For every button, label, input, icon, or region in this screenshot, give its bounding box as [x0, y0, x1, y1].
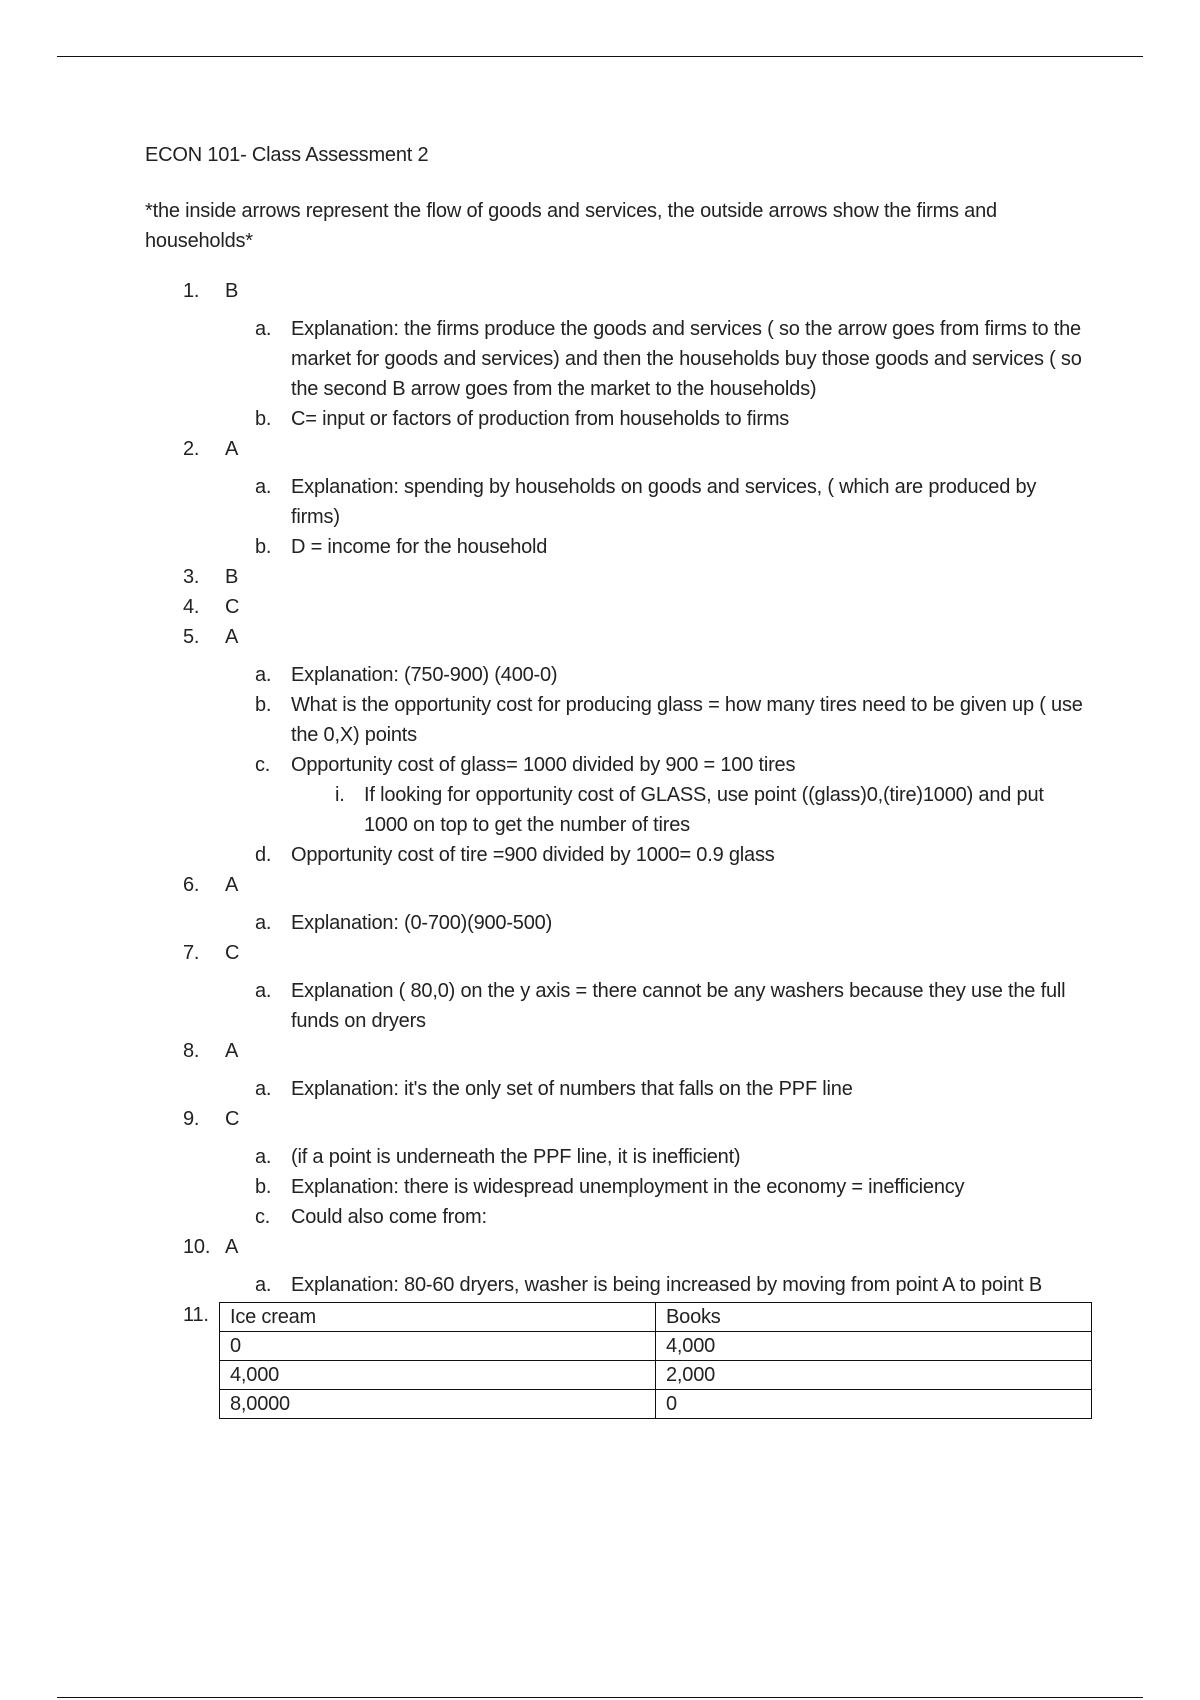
list-item [145, 472, 1085, 532]
list-item [145, 1172, 1085, 1202]
question-number: 1. [183, 280, 200, 302]
list-marker: a. [255, 1274, 272, 1296]
list-marker: a. [255, 664, 272, 686]
list-text: Explanation: (750-900) (400-0) [291, 664, 558, 686]
question-answer: A [225, 874, 239, 896]
table-cell: 0 [656, 1390, 1092, 1419]
question-1 [145, 276, 1085, 306]
question-answer: A [225, 1236, 239, 1258]
list-marker: b. [255, 694, 272, 716]
document-title: ECON 101- Class Assessment 2 [145, 144, 429, 166]
list-text: D = income for the household [291, 536, 548, 558]
question-number: 3. [183, 566, 200, 588]
table-row [220, 1361, 1092, 1390]
list-marker: b. [255, 408, 272, 430]
question-number: 4. [183, 596, 200, 618]
table-row [220, 1390, 1092, 1419]
list-text: Explanation ( 80,0) on the y axis = there cannot be any washers because they use the full funds on dryers [291, 980, 1066, 1032]
list-item [145, 1270, 1085, 1300]
table-cell: 8,0000 [220, 1390, 656, 1419]
list-marker: c. [255, 754, 271, 776]
table-cell: 4,000 [220, 1361, 656, 1390]
list-text: C= input or factors of production from households to firms [291, 408, 790, 430]
list-text: Explanation: it's the only set of numbers that falls on the PPF line [291, 1078, 853, 1100]
list-marker: a. [255, 318, 272, 340]
question-number: 2. [183, 438, 200, 460]
list-text: (if a point is underneath the PPF line, it is inefficient) [291, 1146, 741, 1168]
question-9 [145, 1104, 1085, 1134]
table-header-cell: Books [656, 1303, 1092, 1332]
list-marker: b. [255, 536, 272, 558]
list-item [145, 840, 1085, 870]
list-item [145, 690, 1085, 750]
question-number: 6. [183, 874, 200, 896]
document-note: *the inside arrows represent the flow of goods and services, the outside arrows show the firms and households* [145, 200, 997, 252]
question-answer: B [225, 280, 239, 302]
list-text: What is the opportunity cost for producing glass = how many tires need to be given up ( use the 0,X) points [291, 694, 1083, 746]
question-answer: A [225, 1040, 239, 1062]
list-marker: a. [255, 912, 272, 934]
question-answer: B [225, 566, 239, 588]
list-text: Explanation: (0-700)(900-500) [291, 912, 553, 934]
list-subitem [145, 780, 1085, 840]
list-text: Opportunity cost of tire =900 divided by 1000= 0.9 glass [291, 844, 775, 866]
question-answer: C [225, 596, 240, 618]
list-marker: i. [335, 784, 345, 806]
question-number: 9. [183, 1108, 200, 1130]
question-7 [145, 938, 1085, 968]
question-number: 11. [183, 1304, 209, 1326]
list-text: Could also come from: [291, 1206, 487, 1228]
list-text: Explanation: 80-60 dryers, washer is being increased by moving from point A to point B [291, 1274, 1043, 1296]
question-6 [145, 870, 1085, 900]
bottom-rule [57, 1697, 1143, 1698]
question-number: 5. [183, 626, 200, 648]
list-text: Explanation: there is widespread unemployment in the economy = inefficiency [291, 1176, 965, 1198]
table-header-row [220, 1303, 1092, 1332]
question-number: 10. [183, 1236, 211, 1258]
question-answer: A [225, 626, 239, 648]
question-3 [145, 562, 1085, 592]
list-item [145, 404, 1085, 434]
list-marker: c. [255, 1206, 271, 1228]
list-text: Explanation: the firms produce the goods and services ( so the arrow goes from firms to the market for goods and services) and then the households buy those goods and services ( so the second B arrow goes from the market to the households) [291, 318, 1082, 400]
list-text: If looking for opportunity cost of GLASS, use point ((glass)0,(tire)1000) and put 1000 on top to get the number of tires [364, 784, 1044, 836]
question-8 [145, 1036, 1085, 1066]
question-answer: C [225, 1108, 240, 1130]
question-4 [145, 592, 1085, 622]
list-text: Opportunity cost of glass= 1000 divided by 900 = 100 tires [291, 754, 796, 776]
list-item [145, 532, 1085, 562]
table-cell: 4,000 [656, 1332, 1092, 1361]
question-10 [145, 1232, 1085, 1262]
list-text: Explanation: spending by households on goods and services, ( which are produced by firms) [291, 476, 1037, 528]
list-marker: a. [255, 1078, 272, 1100]
question-number: 7. [183, 942, 200, 964]
ppf-table [219, 1302, 1092, 1419]
question-number: 8. [183, 1040, 200, 1062]
list-item [145, 660, 1085, 690]
table-cell: 2,000 [656, 1361, 1092, 1390]
question-answer: C [225, 942, 240, 964]
list-marker: a. [255, 476, 272, 498]
list-item [145, 314, 1085, 404]
list-marker: b. [255, 1176, 272, 1198]
list-item [145, 1074, 1085, 1104]
list-item [145, 750, 1085, 780]
table-header-cell: Ice cream [220, 1303, 656, 1332]
question-5 [145, 622, 1085, 652]
list-marker: d. [255, 844, 272, 866]
list-item [145, 908, 1085, 938]
list-item [145, 1142, 1085, 1172]
list-marker: a. [255, 980, 272, 1002]
list-item [145, 1202, 1085, 1232]
list-item [145, 976, 1085, 1036]
table-cell: 0 [220, 1332, 656, 1361]
document-page [145, 140, 1085, 1419]
question-answer: A [225, 438, 239, 460]
table-row [220, 1332, 1092, 1361]
question-2 [145, 434, 1085, 464]
list-marker: a. [255, 1146, 272, 1168]
top-rule [57, 56, 1143, 57]
